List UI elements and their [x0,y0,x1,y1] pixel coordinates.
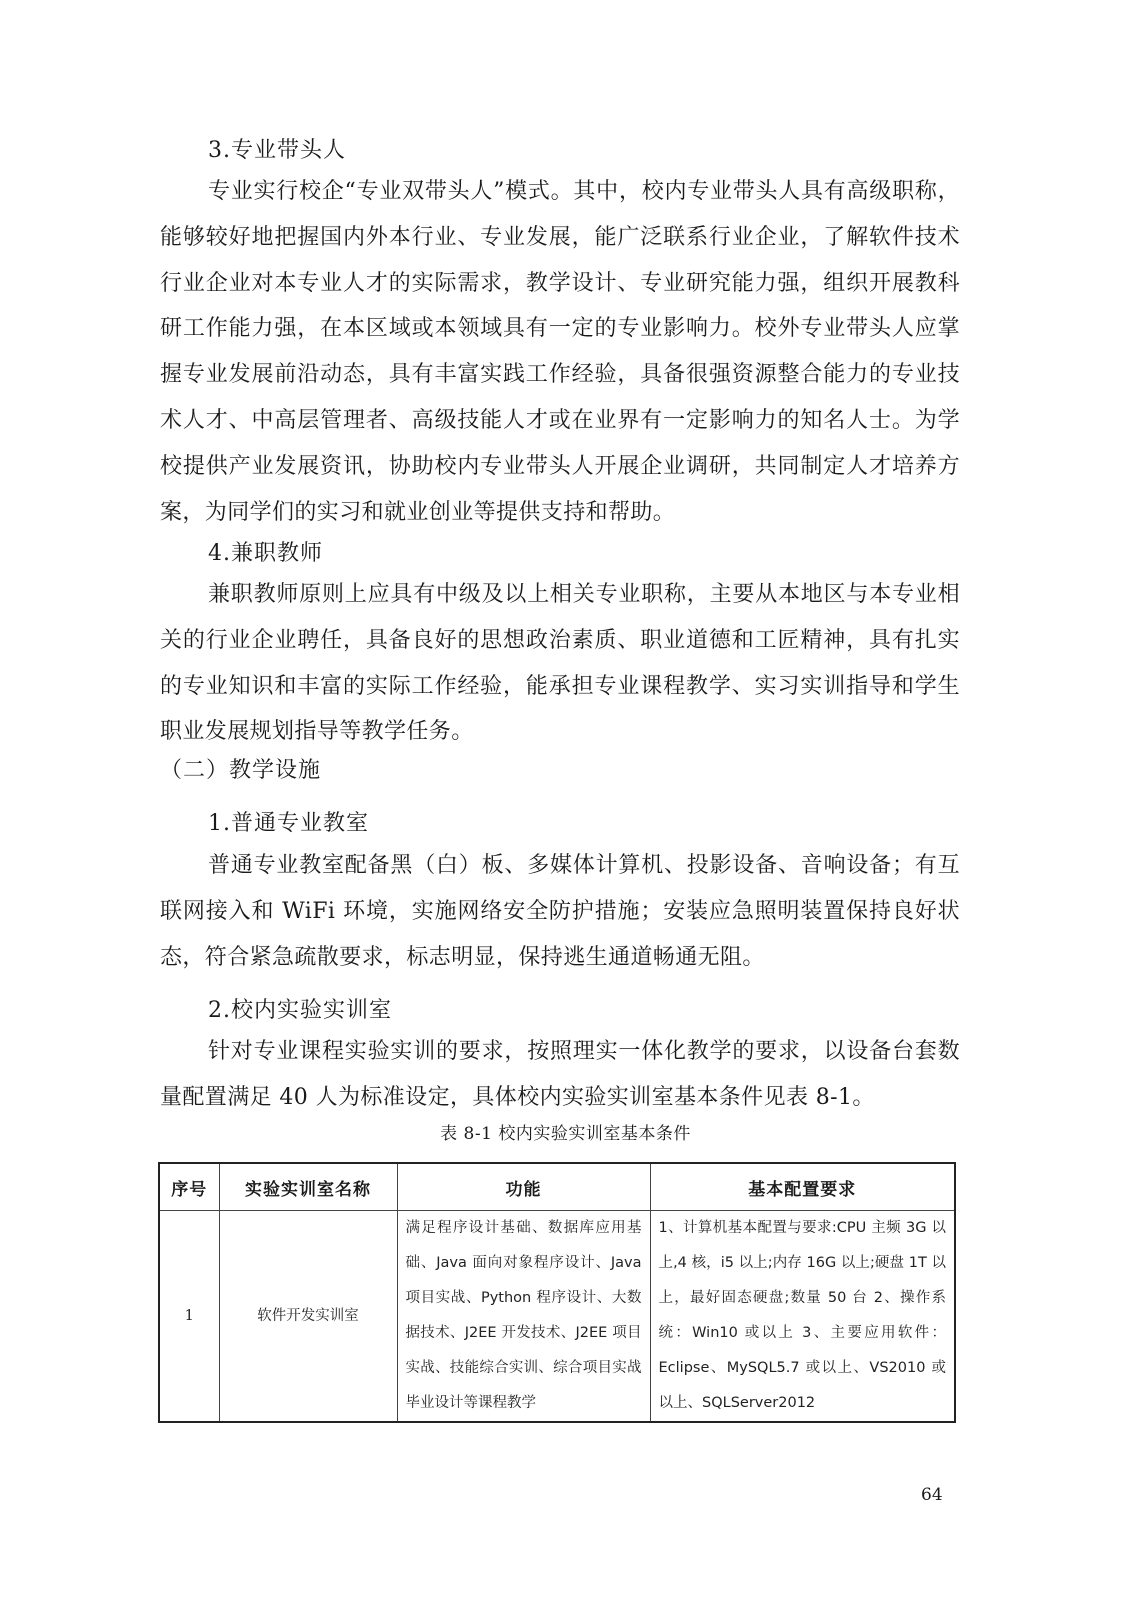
paragraph-classroom: 普通专业教室配备黑（白）板、多媒体计算机、投影设备、音响设备；有互联网接入和 WiFi 环境，实施网络安全防护措施；安装应急照明装置保持良好状态，符合紧急疏散要求，标志明显，保持逃生通道畅通无阻。 [160,853,960,970]
heading-classroom: 1.普通专业教室 [208,811,369,836]
page-number: 64 [921,1485,943,1505]
cell-function: 满足程序设计基础、数据库应用基础、Java 面向对象程序设计、Java 项目实战、Python 程序设计、大数据技术、J2EE 开发技术、J2EE 项目实战、技能综合实训、综合项目实战毕业设计等课程教学 [397,1211,650,1423]
table-row [159,1211,955,1423]
header-number: 序号 [159,1163,219,1211]
heading-labs: 2.校内实验实训室 [208,998,392,1023]
paragraph-labs: 针对专业课程实验实训的要求，按照理实一体化教学的要求，以设备台套数量配置满足 40 人为标准设定，具体校内实验实训室基本条件见表 8-1。 [160,1039,960,1110]
heading-leader: 3.专业带头人 [208,138,346,163]
section-heading-facilities: （二）教学设施 [160,758,322,783]
cell-requirements: 1、计算机基本配置与要求:CPU 主频 3G 以上,4 核，i5 以上;内存 16G 以上;硬盘 1T 以上，最好固态硬盘;数量 50 台 2、操作系统：Win10 或以上 3、主要应用软件：Eclipse、MySQL5.7 或以上、VS2010 或以上、SQLServer2012 [650,1211,955,1423]
cell-lab-name: 软件开发实训室 [219,1211,397,1423]
heading-parttime: 4.兼职教师 [208,541,323,566]
table-header-row [159,1163,955,1211]
header-function: 功能 [397,1163,650,1211]
header-lab-name: 实验实训室名称 [219,1163,397,1211]
paragraph-leader: 专业实行校企“专业双带头人”模式。其中，校内专业带头人具有高级职称，能够较好地把握国内外本行业、专业发展，能广泛联系行业企业，了解软件技术行业企业对本专业人才的实际需求，教学设计、专业研究能力强，组织开展教科研工作能力强，在本区域或本领域具有一定的专业影响力。校外专业带头人应掌握专业发展前沿动态，具有丰富实践工作经验，具备很强资源整合能力的专业技术人才、中高层管理者、高级技能人才或在业界有一定影响力的知名人士。为学校提供产业发展资讯，协助校内专业带头人开展企业调研，共同制定人才培养方案，为同学们的实习和就业创业等提供支持和帮助。 [160,179,960,525]
table-caption: 表 8-1 校内实验实训室基本条件 [440,1124,691,1144]
cell-number: 1 [159,1211,219,1423]
labs-table [158,1162,956,1423]
header-requirements: 基本配置要求 [650,1163,955,1211]
paragraph-parttime: 兼职教师原则上应具有中级及以上相关专业职称，主要从本地区与本专业相关的行业企业聘任，具备良好的思想政治素质、职业道德和工匠精神，具有扎实的专业知识和丰富的实际工作经验，能承担专业课程教学、实习实训指导和学生职业发展规划指导等教学任务。 [160,582,960,745]
